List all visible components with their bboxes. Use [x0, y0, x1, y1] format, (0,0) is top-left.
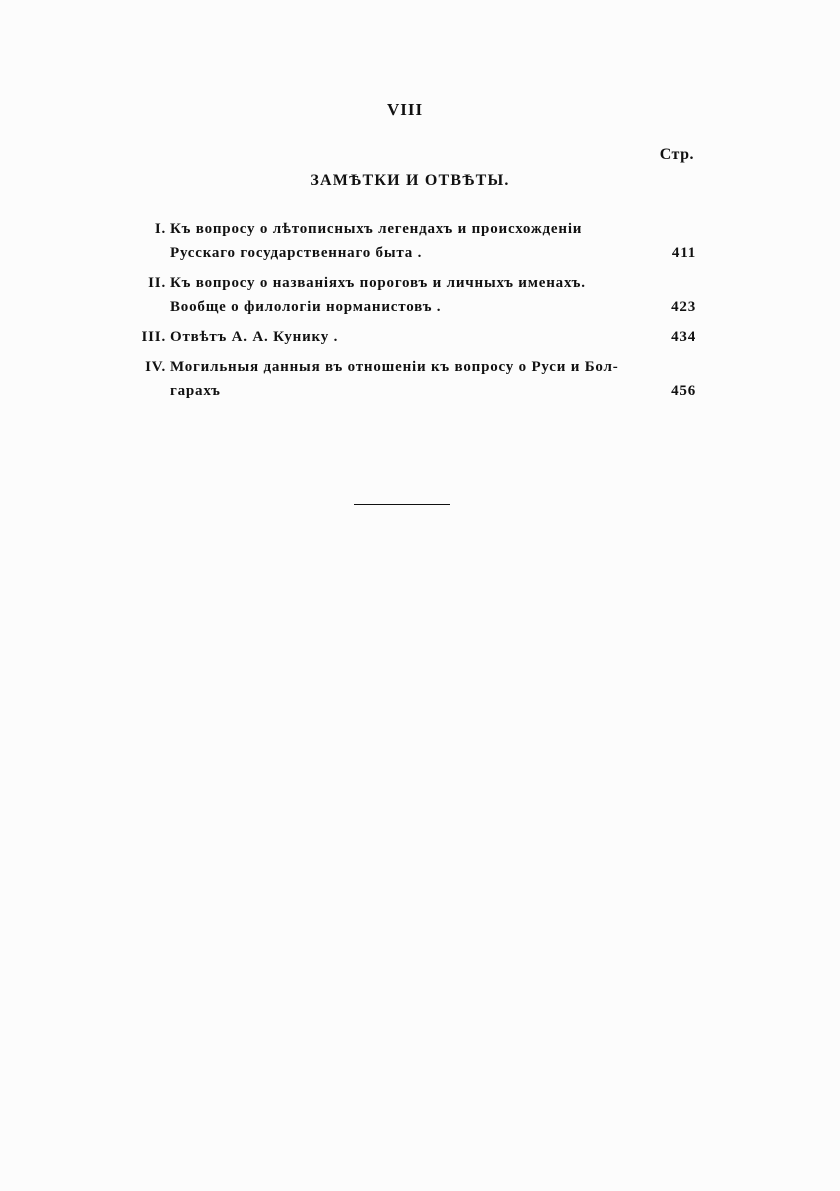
toc-entry [120, 325, 696, 349]
toc-entry-title-line: Могильныя данныя въ отношеніи къ вопросу о Руси и Бол- [170, 359, 619, 375]
toc-entry-page: 456 [671, 383, 696, 399]
toc-entry [120, 355, 696, 403]
page-column-label: Стр. [659, 146, 694, 163]
table-of-contents [120, 217, 696, 409]
toc-entry-number: II. [148, 275, 166, 291]
toc-entry-number: III. [141, 329, 166, 345]
toc-entry-title-line: Отвѣтъ А. А. Кунику . [170, 329, 339, 345]
section-divider [354, 504, 450, 505]
page-number: VIII [386, 100, 424, 119]
toc-entry-number: IV. [145, 359, 166, 375]
toc-entry-title-line: Къ вопросу о названіяхъ пороговъ и личныхъ именахъ. [170, 275, 586, 291]
section-title: ЗАМѢТКИ И ОТВѢТЫ. [310, 172, 510, 189]
toc-entry-title-line: гарахъ [170, 383, 221, 399]
toc-entry-page: 434 [671, 329, 696, 345]
toc-entry [120, 271, 696, 319]
toc-entry-number: I. [154, 221, 166, 237]
toc-entry-title-line: Къ вопросу о лѣтописныхъ легендахъ и происхожденіи [170, 221, 583, 237]
toc-entry-page: 411 [671, 245, 696, 261]
toc-entry-title-line: Вообще о филологіи норманистовъ . [170, 299, 442, 315]
toc-entry-title-line: Русскаго государственнаго быта . [170, 245, 423, 261]
toc-entry [120, 217, 696, 265]
toc-entry-page: 423 [671, 299, 696, 315]
